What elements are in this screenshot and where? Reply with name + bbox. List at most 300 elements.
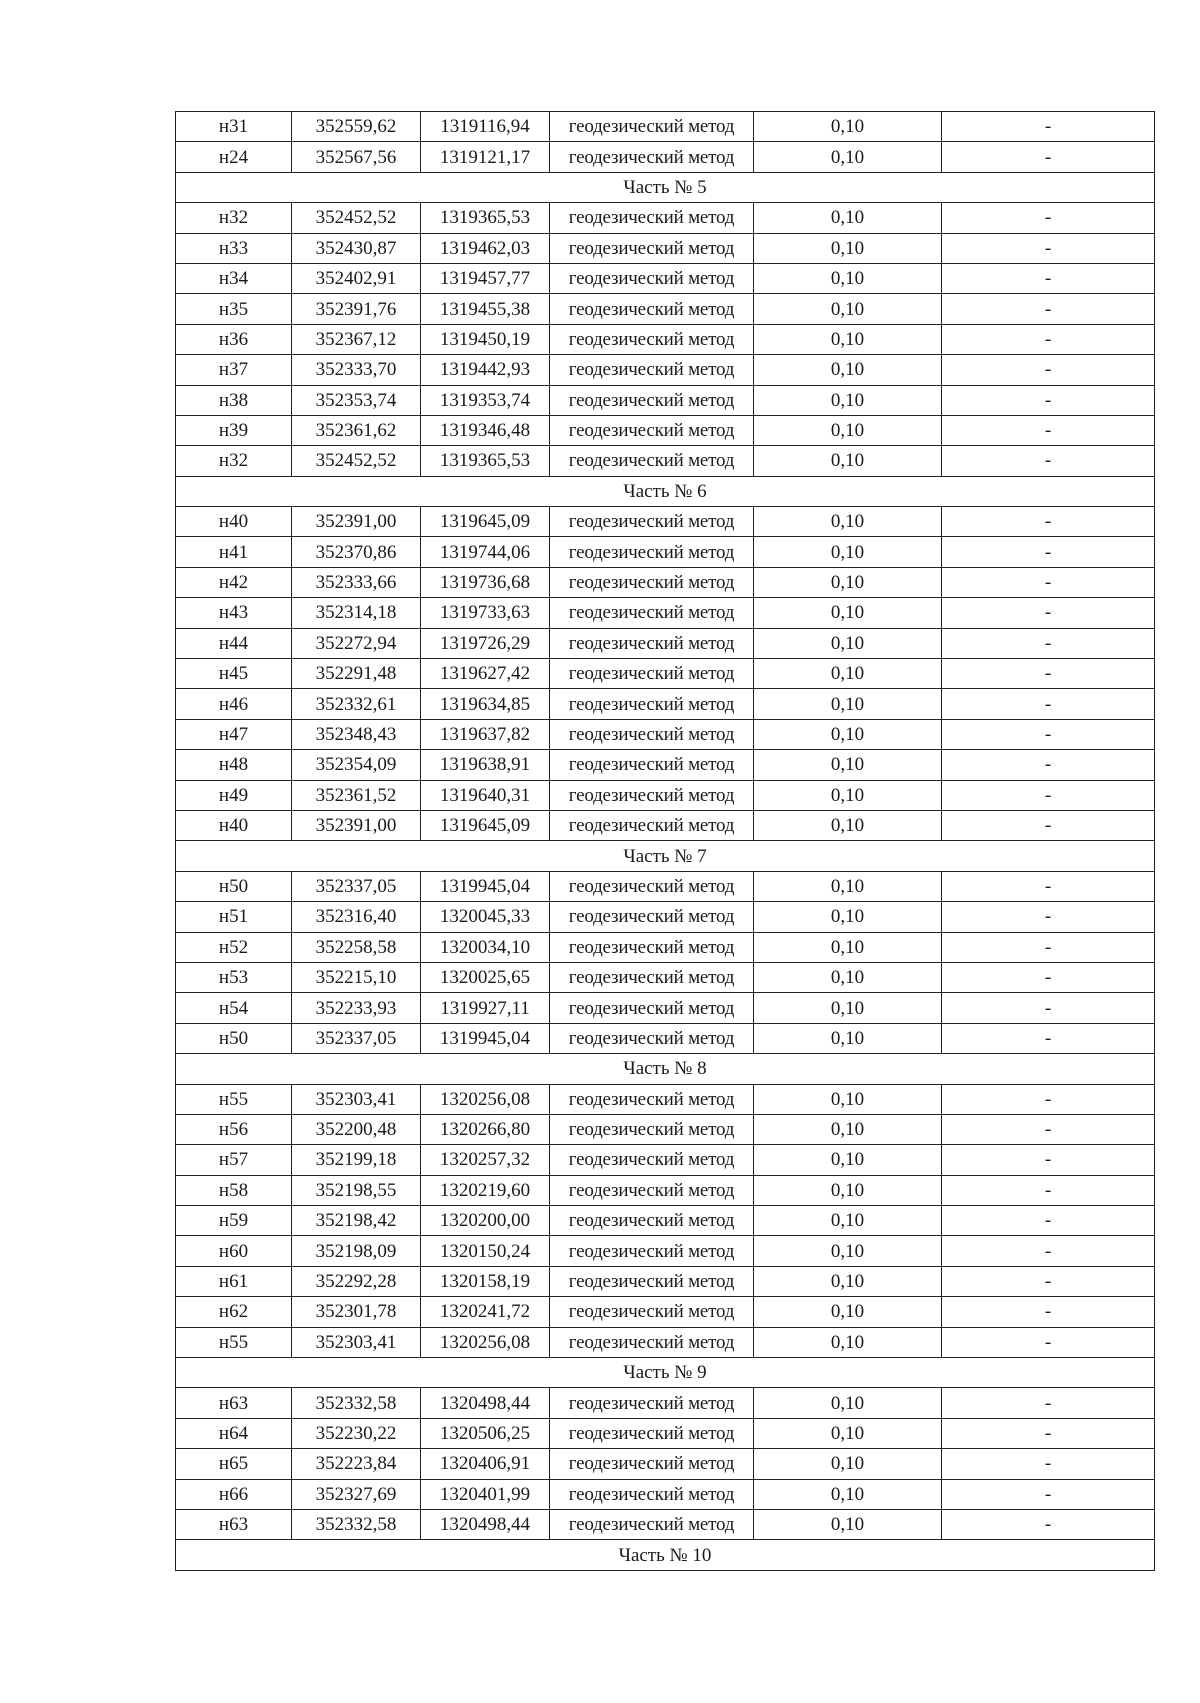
method-cell: геодезический метод xyxy=(550,1114,754,1144)
method-cell: геодезический метод xyxy=(550,355,754,385)
y-coordinate: 1319346,48 xyxy=(421,415,550,445)
y-coordinate: 1319365,53 xyxy=(421,446,550,476)
table-row xyxy=(176,628,1155,658)
absent-cell: - xyxy=(942,810,1155,840)
y-coordinate: 1319645,09 xyxy=(421,507,550,537)
point-label: н32 xyxy=(176,446,292,476)
x-coordinate: 352391,00 xyxy=(292,810,421,840)
x-coordinate: 352452,52 xyxy=(292,446,421,476)
absent-cell: - xyxy=(942,112,1155,142)
accuracy-cell: 0,10 xyxy=(754,1388,942,1418)
table-row xyxy=(176,689,1155,719)
method-cell: геодезический метод xyxy=(550,1509,754,1539)
point-label: н49 xyxy=(176,780,292,810)
accuracy-cell: 0,10 xyxy=(754,750,942,780)
absent-cell: - xyxy=(942,537,1155,567)
point-label: н63 xyxy=(176,1509,292,1539)
section-label: Часть № 10 xyxy=(176,1540,1155,1570)
y-coordinate: 1319638,91 xyxy=(421,750,550,780)
x-coordinate: 352559,62 xyxy=(292,112,421,142)
absent-cell: - xyxy=(942,689,1155,719)
absent-cell: - xyxy=(942,385,1155,415)
method-cell: геодезический метод xyxy=(550,1266,754,1296)
table-row xyxy=(176,598,1155,628)
table-row xyxy=(176,1114,1155,1144)
table-row xyxy=(176,871,1155,901)
section-label: Часть № 5 xyxy=(176,172,1155,202)
y-coordinate: 1319353,74 xyxy=(421,385,550,415)
y-coordinate: 1319442,93 xyxy=(421,355,550,385)
table-row xyxy=(176,1388,1155,1418)
y-coordinate: 1320241,72 xyxy=(421,1297,550,1327)
method-cell: геодезический метод xyxy=(550,1175,754,1205)
table-row xyxy=(176,719,1155,749)
x-coordinate: 352314,18 xyxy=(292,598,421,628)
y-coordinate: 1319455,38 xyxy=(421,294,550,324)
point-label: н66 xyxy=(176,1479,292,1509)
accuracy-cell: 0,10 xyxy=(754,1206,942,1236)
y-coordinate: 1320256,08 xyxy=(421,1084,550,1114)
method-cell: геодезический метод xyxy=(550,567,754,597)
table-row xyxy=(176,1297,1155,1327)
method-cell: геодезический метод xyxy=(550,810,754,840)
x-coordinate: 352292,28 xyxy=(292,1266,421,1296)
point-label: н55 xyxy=(176,1084,292,1114)
absent-cell: - xyxy=(942,780,1155,810)
x-coordinate: 352332,58 xyxy=(292,1509,421,1539)
section-label: Часть № 6 xyxy=(176,476,1155,506)
point-label: н55 xyxy=(176,1327,292,1357)
point-label: н39 xyxy=(176,415,292,445)
point-label: н59 xyxy=(176,1206,292,1236)
section-label: Часть № 7 xyxy=(176,841,1155,871)
y-coordinate: 1320034,10 xyxy=(421,932,550,962)
point-label: н41 xyxy=(176,537,292,567)
coordinates-table xyxy=(175,111,1155,1571)
point-label: н52 xyxy=(176,932,292,962)
accuracy-cell: 0,10 xyxy=(754,598,942,628)
absent-cell: - xyxy=(942,1418,1155,1448)
section-header-row xyxy=(176,1054,1155,1084)
table-row xyxy=(176,1145,1155,1175)
point-label: н36 xyxy=(176,324,292,354)
x-coordinate: 352354,09 xyxy=(292,750,421,780)
absent-cell: - xyxy=(942,1114,1155,1144)
absent-cell: - xyxy=(942,1206,1155,1236)
x-coordinate: 352361,52 xyxy=(292,780,421,810)
table-row xyxy=(176,385,1155,415)
section-header-row xyxy=(176,841,1155,871)
y-coordinate: 1319645,09 xyxy=(421,810,550,840)
absent-cell: - xyxy=(942,750,1155,780)
method-cell: геодезический метод xyxy=(550,112,754,142)
accuracy-cell: 0,10 xyxy=(754,871,942,901)
x-coordinate: 352233,93 xyxy=(292,993,421,1023)
absent-cell: - xyxy=(942,962,1155,992)
x-coordinate: 352337,05 xyxy=(292,871,421,901)
x-coordinate: 352303,41 xyxy=(292,1084,421,1114)
x-coordinate: 352402,91 xyxy=(292,263,421,293)
x-coordinate: 352215,10 xyxy=(292,962,421,992)
point-label: н46 xyxy=(176,689,292,719)
point-label: н44 xyxy=(176,628,292,658)
accuracy-cell: 0,10 xyxy=(754,112,942,142)
absent-cell: - xyxy=(942,1297,1155,1327)
x-coordinate: 352391,00 xyxy=(292,507,421,537)
x-coordinate: 352361,62 xyxy=(292,415,421,445)
method-cell: геодезический метод xyxy=(550,263,754,293)
absent-cell: - xyxy=(942,1509,1155,1539)
table-row xyxy=(176,537,1155,567)
y-coordinate: 1319457,77 xyxy=(421,263,550,293)
table-row xyxy=(176,1236,1155,1266)
accuracy-cell: 0,10 xyxy=(754,962,942,992)
table-row xyxy=(176,1418,1155,1448)
accuracy-cell: 0,10 xyxy=(754,507,942,537)
x-coordinate: 352223,84 xyxy=(292,1449,421,1479)
absent-cell: - xyxy=(942,1236,1155,1266)
absent-cell: - xyxy=(942,1023,1155,1053)
x-coordinate: 352272,94 xyxy=(292,628,421,658)
accuracy-cell: 0,10 xyxy=(754,415,942,445)
table-row xyxy=(176,659,1155,689)
x-coordinate: 352230,22 xyxy=(292,1418,421,1448)
x-coordinate: 352370,86 xyxy=(292,537,421,567)
accuracy-cell: 0,10 xyxy=(754,1449,942,1479)
point-label: н53 xyxy=(176,962,292,992)
absent-cell: - xyxy=(942,1145,1155,1175)
point-label: н47 xyxy=(176,719,292,749)
accuracy-cell: 0,10 xyxy=(754,932,942,962)
table-row xyxy=(176,750,1155,780)
method-cell: геодезический метод xyxy=(550,780,754,810)
table-row xyxy=(176,1449,1155,1479)
accuracy-cell: 0,10 xyxy=(754,446,942,476)
accuracy-cell: 0,10 xyxy=(754,1114,942,1144)
y-coordinate: 1320256,08 xyxy=(421,1327,550,1357)
method-cell: геодезический метод xyxy=(550,233,754,263)
absent-cell: - xyxy=(942,871,1155,901)
point-label: н24 xyxy=(176,142,292,172)
section-label: Часть № 9 xyxy=(176,1358,1155,1388)
accuracy-cell: 0,10 xyxy=(754,1327,942,1357)
table-row xyxy=(176,1266,1155,1296)
point-label: н54 xyxy=(176,993,292,1023)
accuracy-cell: 0,10 xyxy=(754,142,942,172)
x-coordinate: 352258,58 xyxy=(292,932,421,962)
point-label: н33 xyxy=(176,233,292,263)
absent-cell: - xyxy=(942,598,1155,628)
table-row xyxy=(176,810,1155,840)
method-cell: геодезический метод xyxy=(550,993,754,1023)
accuracy-cell: 0,10 xyxy=(754,567,942,597)
point-label: н42 xyxy=(176,567,292,597)
method-cell: геодезический метод xyxy=(550,750,754,780)
y-coordinate: 1320025,65 xyxy=(421,962,550,992)
method-cell: геодезический метод xyxy=(550,446,754,476)
point-label: н50 xyxy=(176,871,292,901)
point-label: н37 xyxy=(176,355,292,385)
accuracy-cell: 0,10 xyxy=(754,689,942,719)
table-row xyxy=(176,567,1155,597)
table-row xyxy=(176,780,1155,810)
absent-cell: - xyxy=(942,932,1155,962)
coordinates-table-body xyxy=(176,112,1155,1571)
method-cell: геодезический метод xyxy=(550,1084,754,1114)
method-cell: геодезический метод xyxy=(550,142,754,172)
y-coordinate: 1319736,68 xyxy=(421,567,550,597)
absent-cell: - xyxy=(942,1175,1155,1205)
section-header-row xyxy=(176,1358,1155,1388)
point-label: н56 xyxy=(176,1114,292,1144)
method-cell: геодезический метод xyxy=(550,385,754,415)
absent-cell: - xyxy=(942,1479,1155,1509)
method-cell: геодезический метод xyxy=(550,203,754,233)
method-cell: геодезический метод xyxy=(550,415,754,445)
point-label: н32 xyxy=(176,203,292,233)
table-row xyxy=(176,1084,1155,1114)
x-coordinate: 352348,43 xyxy=(292,719,421,749)
section-header-row xyxy=(176,172,1155,202)
y-coordinate: 1320506,25 xyxy=(421,1418,550,1448)
accuracy-cell: 0,10 xyxy=(754,263,942,293)
method-cell: геодезический метод xyxy=(550,1418,754,1448)
point-label: н64 xyxy=(176,1418,292,1448)
x-coordinate: 352200,48 xyxy=(292,1114,421,1144)
y-coordinate: 1319744,06 xyxy=(421,537,550,567)
accuracy-cell: 0,10 xyxy=(754,780,942,810)
absent-cell: - xyxy=(942,415,1155,445)
absent-cell: - xyxy=(942,659,1155,689)
y-coordinate: 1319733,63 xyxy=(421,598,550,628)
method-cell: геодезический метод xyxy=(550,1236,754,1266)
accuracy-cell: 0,10 xyxy=(754,719,942,749)
point-label: н63 xyxy=(176,1388,292,1418)
y-coordinate: 1320150,24 xyxy=(421,1236,550,1266)
method-cell: геодезический метод xyxy=(550,294,754,324)
method-cell: геодезический метод xyxy=(550,962,754,992)
point-label: н40 xyxy=(176,810,292,840)
y-coordinate: 1319116,94 xyxy=(421,112,550,142)
y-coordinate: 1319450,19 xyxy=(421,324,550,354)
point-label: н48 xyxy=(176,750,292,780)
y-coordinate: 1320406,91 xyxy=(421,1449,550,1479)
point-label: н31 xyxy=(176,112,292,142)
table-row xyxy=(176,324,1155,354)
x-coordinate: 352303,41 xyxy=(292,1327,421,1357)
x-coordinate: 352337,05 xyxy=(292,1023,421,1053)
y-coordinate: 1319945,04 xyxy=(421,871,550,901)
accuracy-cell: 0,10 xyxy=(754,203,942,233)
y-coordinate: 1320401,99 xyxy=(421,1479,550,1509)
absent-cell: - xyxy=(942,355,1155,385)
x-coordinate: 352301,78 xyxy=(292,1297,421,1327)
method-cell: геодезический метод xyxy=(550,1145,754,1175)
point-label: н60 xyxy=(176,1236,292,1266)
method-cell: геодезический метод xyxy=(550,659,754,689)
accuracy-cell: 0,10 xyxy=(754,324,942,354)
accuracy-cell: 0,10 xyxy=(754,1297,942,1327)
y-coordinate: 1320200,00 xyxy=(421,1206,550,1236)
x-coordinate: 352332,61 xyxy=(292,689,421,719)
method-cell: геодезический метод xyxy=(550,1449,754,1479)
y-coordinate: 1320498,44 xyxy=(421,1509,550,1539)
method-cell: геодезический метод xyxy=(550,598,754,628)
accuracy-cell: 0,10 xyxy=(754,1418,942,1448)
absent-cell: - xyxy=(942,1449,1155,1479)
method-cell: геодезический метод xyxy=(550,1206,754,1236)
table-row xyxy=(176,932,1155,962)
accuracy-cell: 0,10 xyxy=(754,1236,942,1266)
accuracy-cell: 0,10 xyxy=(754,1084,942,1114)
y-coordinate: 1320498,44 xyxy=(421,1388,550,1418)
point-label: н40 xyxy=(176,507,292,537)
method-cell: геодезический метод xyxy=(550,1479,754,1509)
absent-cell: - xyxy=(942,507,1155,537)
x-coordinate: 352198,09 xyxy=(292,1236,421,1266)
table-row xyxy=(176,233,1155,263)
absent-cell: - xyxy=(942,324,1155,354)
absent-cell: - xyxy=(942,567,1155,597)
table-row xyxy=(176,1327,1155,1357)
accuracy-cell: 0,10 xyxy=(754,902,942,932)
point-label: н35 xyxy=(176,294,292,324)
table-row xyxy=(176,142,1155,172)
table-row xyxy=(176,1509,1155,1539)
absent-cell: - xyxy=(942,1388,1155,1418)
accuracy-cell: 0,10 xyxy=(754,294,942,324)
x-coordinate: 352316,40 xyxy=(292,902,421,932)
table-row xyxy=(176,446,1155,476)
absent-cell: - xyxy=(942,446,1155,476)
accuracy-cell: 0,10 xyxy=(754,537,942,567)
table-row xyxy=(176,203,1155,233)
table-row xyxy=(176,1175,1155,1205)
accuracy-cell: 0,10 xyxy=(754,1479,942,1509)
accuracy-cell: 0,10 xyxy=(754,993,942,1023)
y-coordinate: 1319640,31 xyxy=(421,780,550,810)
method-cell: геодезический метод xyxy=(550,871,754,901)
x-coordinate: 352353,74 xyxy=(292,385,421,415)
section-label: Часть № 8 xyxy=(176,1054,1155,1084)
accuracy-cell: 0,10 xyxy=(754,659,942,689)
point-label: н43 xyxy=(176,598,292,628)
table-row xyxy=(176,962,1155,992)
absent-cell: - xyxy=(942,263,1155,293)
absent-cell: - xyxy=(942,1084,1155,1114)
y-coordinate: 1319634,85 xyxy=(421,689,550,719)
y-coordinate: 1319945,04 xyxy=(421,1023,550,1053)
table-row xyxy=(176,355,1155,385)
point-label: н58 xyxy=(176,1175,292,1205)
point-label: н45 xyxy=(176,659,292,689)
x-coordinate: 352199,18 xyxy=(292,1145,421,1175)
absent-cell: - xyxy=(942,1266,1155,1296)
x-coordinate: 352198,42 xyxy=(292,1206,421,1236)
method-cell: геодезический метод xyxy=(550,719,754,749)
table-row xyxy=(176,1023,1155,1053)
point-label: н50 xyxy=(176,1023,292,1053)
accuracy-cell: 0,10 xyxy=(754,1145,942,1175)
accuracy-cell: 0,10 xyxy=(754,1509,942,1539)
method-cell: геодезический метод xyxy=(550,507,754,537)
y-coordinate: 1320219,60 xyxy=(421,1175,550,1205)
method-cell: геодезический метод xyxy=(550,1023,754,1053)
x-coordinate: 352367,12 xyxy=(292,324,421,354)
method-cell: геодезический метод xyxy=(550,1388,754,1418)
x-coordinate: 352452,52 xyxy=(292,203,421,233)
y-coordinate: 1319121,17 xyxy=(421,142,550,172)
method-cell: геодезический метод xyxy=(550,1297,754,1327)
accuracy-cell: 0,10 xyxy=(754,1023,942,1053)
point-label: н38 xyxy=(176,385,292,415)
x-coordinate: 352430,87 xyxy=(292,233,421,263)
y-coordinate: 1319627,42 xyxy=(421,659,550,689)
x-coordinate: 352327,69 xyxy=(292,1479,421,1509)
point-label: н51 xyxy=(176,902,292,932)
y-coordinate: 1319637,82 xyxy=(421,719,550,749)
point-label: н34 xyxy=(176,263,292,293)
table-row xyxy=(176,902,1155,932)
point-label: н61 xyxy=(176,1266,292,1296)
accuracy-cell: 0,10 xyxy=(754,1175,942,1205)
y-coordinate: 1319927,11 xyxy=(421,993,550,1023)
y-coordinate: 1320266,80 xyxy=(421,1114,550,1144)
x-coordinate: 352198,55 xyxy=(292,1175,421,1205)
absent-cell: - xyxy=(942,233,1155,263)
method-cell: геодезический метод xyxy=(550,537,754,567)
absent-cell: - xyxy=(942,294,1155,324)
table-row xyxy=(176,507,1155,537)
y-coordinate: 1320158,19 xyxy=(421,1266,550,1296)
table-row xyxy=(176,294,1155,324)
table-row xyxy=(176,112,1155,142)
y-coordinate: 1320257,32 xyxy=(421,1145,550,1175)
method-cell: геодезический метод xyxy=(550,324,754,354)
absent-cell: - xyxy=(942,628,1155,658)
method-cell: геодезический метод xyxy=(550,628,754,658)
method-cell: геодезический метод xyxy=(550,689,754,719)
absent-cell: - xyxy=(942,719,1155,749)
absent-cell: - xyxy=(942,993,1155,1023)
absent-cell: - xyxy=(942,142,1155,172)
y-coordinate: 1320045,33 xyxy=(421,902,550,932)
table-row xyxy=(176,1479,1155,1509)
method-cell: геодезический метод xyxy=(550,1327,754,1357)
point-label: н62 xyxy=(176,1297,292,1327)
accuracy-cell: 0,10 xyxy=(754,385,942,415)
method-cell: геодезический метод xyxy=(550,932,754,962)
x-coordinate: 352332,58 xyxy=(292,1388,421,1418)
accuracy-cell: 0,10 xyxy=(754,1266,942,1296)
accuracy-cell: 0,10 xyxy=(754,233,942,263)
y-coordinate: 1319726,29 xyxy=(421,628,550,658)
section-header-row xyxy=(176,1540,1155,1570)
method-cell: геодезический метод xyxy=(550,902,754,932)
x-coordinate: 352333,66 xyxy=(292,567,421,597)
table-row xyxy=(176,263,1155,293)
section-header-row xyxy=(176,476,1155,506)
accuracy-cell: 0,10 xyxy=(754,355,942,385)
absent-cell: - xyxy=(942,1327,1155,1357)
point-label: н57 xyxy=(176,1145,292,1175)
x-coordinate: 352291,48 xyxy=(292,659,421,689)
x-coordinate: 352391,76 xyxy=(292,294,421,324)
accuracy-cell: 0,10 xyxy=(754,810,942,840)
accuracy-cell: 0,10 xyxy=(754,628,942,658)
y-coordinate: 1319462,03 xyxy=(421,233,550,263)
table-row xyxy=(176,415,1155,445)
